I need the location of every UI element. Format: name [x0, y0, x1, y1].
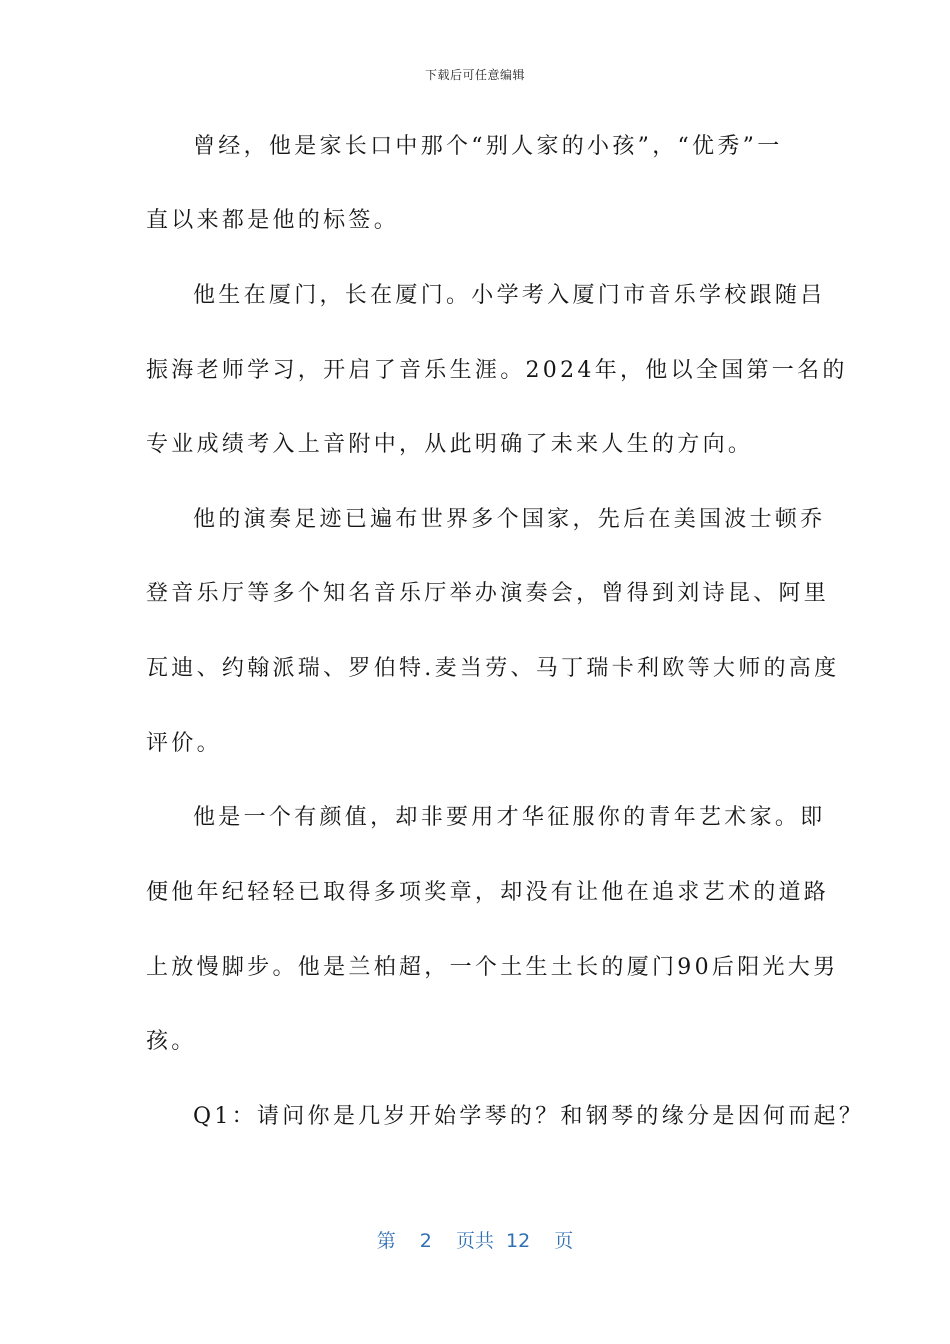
- paragraph-line: 专业成绩考入上音附中，从此明确了未来人生的方向。: [146, 432, 754, 457]
- paragraph-line: 孩。: [146, 1029, 197, 1054]
- paragraph-line: 曾经，他是家长口中那个“别人家的小孩”，“优秀”一: [193, 134, 783, 159]
- page-number-footer: 第 2 页共 12 页: [376, 1230, 574, 1252]
- paragraph-line: 上放慢脚步。他是兰柏超，一个土生土长的厦门90后阳光大男: [146, 955, 839, 980]
- paragraph-line: 登音乐厅等多个知名音乐厅举办演奏会，曾得到刘诗昆、阿里: [146, 581, 830, 606]
- paragraph-line: 他生在厦门，长在厦门。小学考入厦门市音乐学校跟随吕: [193, 283, 826, 308]
- paragraph-line: 振海老师学习，开启了音乐生涯。2024年，他以全国第一名的: [146, 358, 848, 383]
- paragraph-line: 瓦迪、约翰派瑞、罗伯特.麦当劳、马丁瑞卡利欧等大师的高度: [146, 656, 840, 681]
- page-header: 下载后可任意编辑: [424, 68, 525, 82]
- question-line: Q1：请问你是几岁开始学琴的？和钢琴的缘分是因何而起？: [193, 1104, 865, 1129]
- paragraph-line: 便他年纪轻轻已取得多项奖章，却没有让他在追求艺术的道路: [146, 880, 830, 905]
- paragraph-line: 他的演奏足迹已遍布世界多个国家，先后在美国波士顿乔: [193, 507, 826, 532]
- paragraph-line: 直以来都是他的标签。: [146, 208, 400, 233]
- paragraph-line: 他是一个有颜值，却非要用才华征服你的青年艺术家。即: [193, 805, 826, 830]
- paragraph-line: 评价。: [146, 731, 222, 756]
